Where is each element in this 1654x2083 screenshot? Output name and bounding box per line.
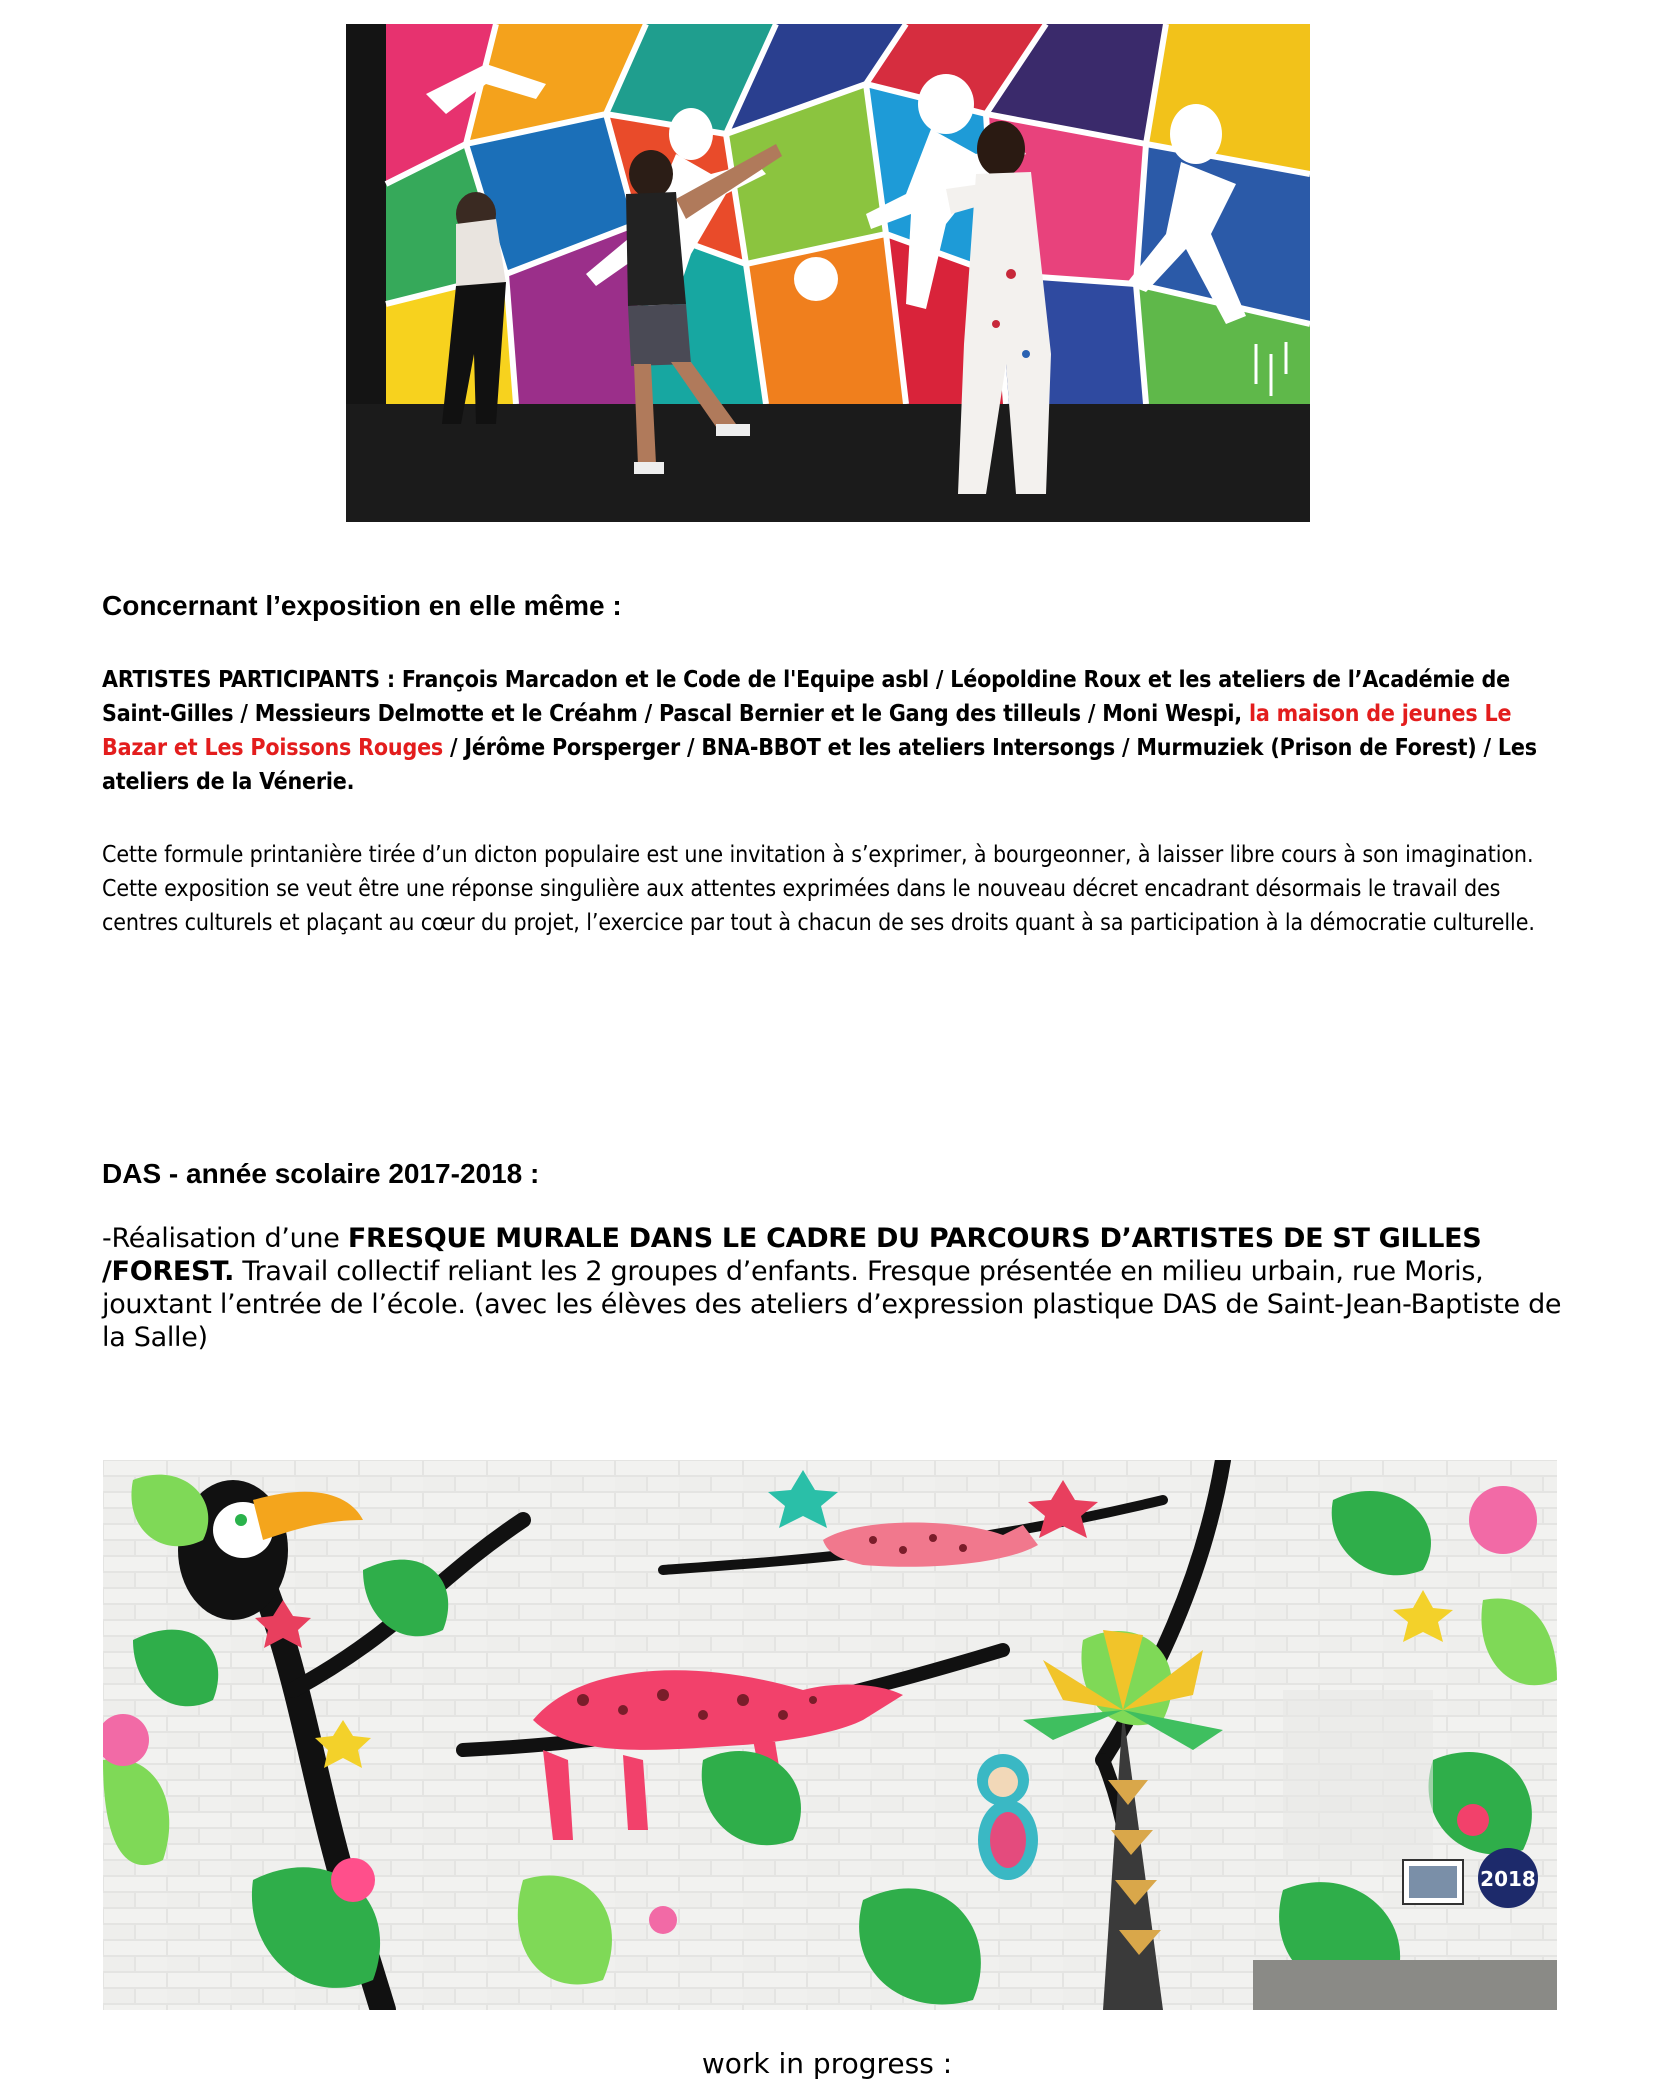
mural-photo-top: [346, 24, 1310, 522]
heading-exposition: Concernant l’exposition en elle même :: [102, 590, 622, 621]
heading-das: DAS - année scolaire 2017-2018 :: [102, 1158, 540, 1189]
artists-text: ARTISTES PARTICIPANTS : François Marcadon et le Code de l'Equipe asbl / Léopoldine Roux et les ateliers de l’Académie de Saint-Gilles / Messieurs Delmotte et le Créahm / Pascal Bernier et le Gang des tilleuls / Moni Wespi,: [102, 667, 1510, 727]
das-paragraph: [102, 1222, 1572, 1354]
intro-paragraph: Cette formule printanière tirée d’un dicton populaire est une invitation à s’exprimer, à bourgeonner, à laisser libre cours à son imagination. Cette exposition se veut être une réponse singulière aux attentes exprimées dans le nouveau décret encadrant désormais le travail des centres culturels et plaçant au cœur du projet, l’exercice par tout à chacun de ses droits quant à sa participation à la démocratie culturelle.: [102, 842, 1535, 936]
das-prefix: -Réalisation d’une: [102, 1223, 348, 1254]
artists-paragraph: [102, 663, 1572, 799]
das-bold-title: FRESQUE MURALE DANS LE CADRE DU PARCOURS D’ARTISTES DE ST GILLES /FOREST.: [102, 1223, 1482, 1287]
mural-year-badge: 2018: [1480, 1867, 1536, 1891]
artists-highlight: la maison de jeunes Le Bazar et Les Poissons Rouges: [102, 701, 1512, 761]
das-description: Travail collectif reliant les 2 groupes d’enfants. Fresque présentée en milieu urbain, rue Moris, jouxtant l’entrée de l’école. (avec les élèves des ateliers d’expression plastique DAS de Saint-Jean-Baptiste de la Salle): [102, 1256, 1562, 1353]
mural-photo-jungle: [103, 1460, 1557, 2010]
artists-text-end: / Jérôme Porsperger / BNA-BBOT et les ateliers Intersongs / Murmuziek (Prison de Forest) / Les ateliers de la Vénerie.: [102, 735, 1537, 795]
caption-work-in-progress: work in progress :: [701, 2047, 953, 2080]
